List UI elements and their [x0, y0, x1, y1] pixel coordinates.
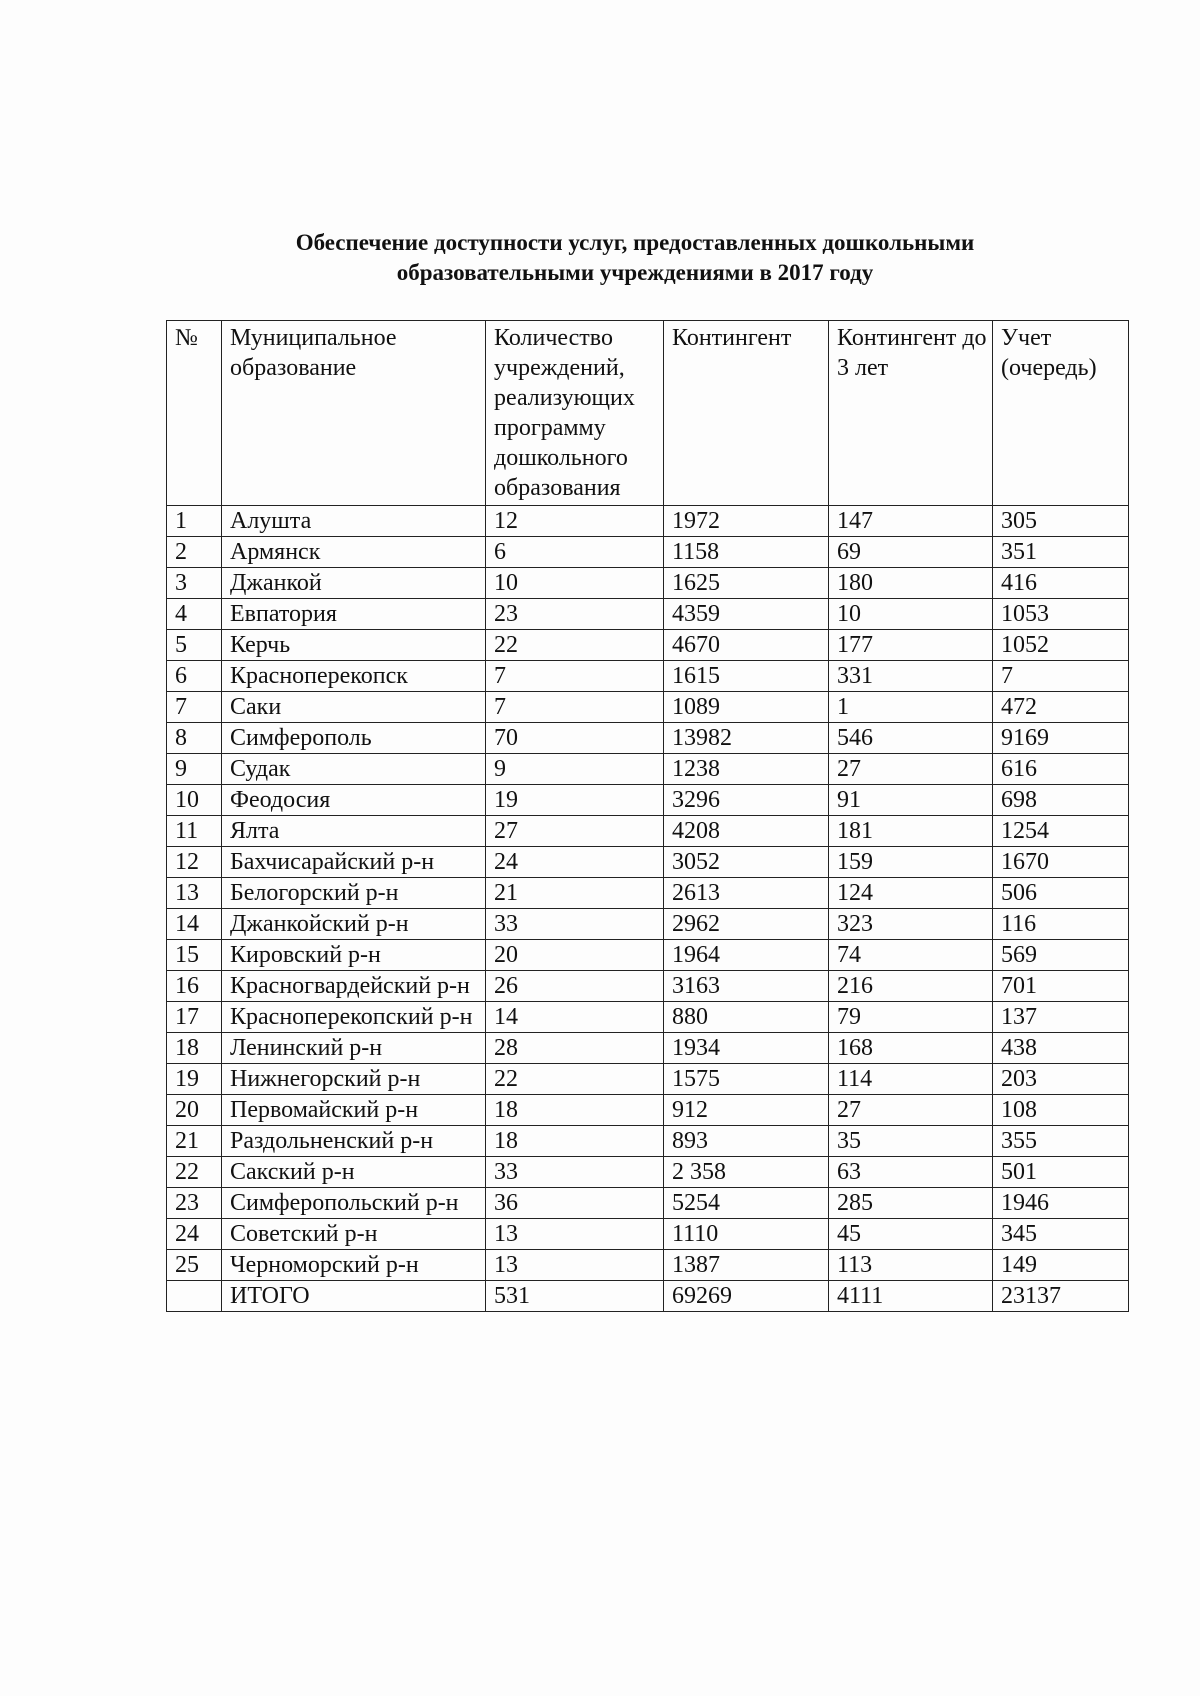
cell-institutions: 22 [486, 630, 664, 661]
cell-institutions: 36 [486, 1188, 664, 1219]
cell-number: 3 [167, 568, 222, 599]
cell-queue: 1052 [993, 630, 1129, 661]
cell-contingent: 1615 [664, 661, 829, 692]
cell-number: 10 [167, 785, 222, 816]
table-row [167, 754, 1129, 785]
cell-contingent-under-3: 159 [829, 847, 993, 878]
table-row [167, 723, 1129, 754]
cell-number: 8 [167, 723, 222, 754]
cell-number: 16 [167, 971, 222, 1002]
cell-queue: 355 [993, 1126, 1129, 1157]
total-cell-number [167, 1281, 222, 1312]
table-row [167, 537, 1129, 568]
cell-contingent: 1089 [664, 692, 829, 723]
cell-contingent-under-3: 69 [829, 537, 993, 568]
cell-institutions: 18 [486, 1126, 664, 1157]
cell-queue: 1254 [993, 816, 1129, 847]
header-contingent-under-3: Контингент до 3 лет [829, 321, 993, 506]
document-title [150, 228, 1120, 288]
cell-number: 21 [167, 1126, 222, 1157]
cell-queue: 616 [993, 754, 1129, 785]
cell-queue: 1946 [993, 1188, 1129, 1219]
cell-contingent: 2962 [664, 909, 829, 940]
cell-queue: 9169 [993, 723, 1129, 754]
cell-queue: 472 [993, 692, 1129, 723]
cell-municipality: Красноперекопск [222, 661, 486, 692]
cell-municipality: Ленинский р-н [222, 1033, 486, 1064]
cell-queue: 506 [993, 878, 1129, 909]
table-row [167, 506, 1129, 537]
cell-municipality: Нижнегорский р-н [222, 1064, 486, 1095]
cell-municipality: Симферопольский р-н [222, 1188, 486, 1219]
table-row [167, 1188, 1129, 1219]
cell-queue: 149 [993, 1250, 1129, 1281]
cell-contingent-under-3: 285 [829, 1188, 993, 1219]
cell-number: 22 [167, 1157, 222, 1188]
cell-number: 1 [167, 506, 222, 537]
header-municipality: Муниципальное образование [222, 321, 486, 506]
table-row [167, 909, 1129, 940]
cell-municipality: Бахчисарайский р-н [222, 847, 486, 878]
cell-contingent-under-3: 331 [829, 661, 993, 692]
table-row [167, 692, 1129, 723]
cell-contingent-under-3: 91 [829, 785, 993, 816]
cell-contingent-under-3: 79 [829, 1002, 993, 1033]
cell-queue: 203 [993, 1064, 1129, 1095]
cell-institutions: 12 [486, 506, 664, 537]
cell-contingent-under-3: 216 [829, 971, 993, 1002]
table-row [167, 847, 1129, 878]
cell-institutions: 26 [486, 971, 664, 1002]
table-row [167, 1126, 1129, 1157]
cell-number: 18 [167, 1033, 222, 1064]
cell-institutions: 7 [486, 661, 664, 692]
cell-contingent: 4359 [664, 599, 829, 630]
cell-municipality: Судак [222, 754, 486, 785]
cell-contingent-under-3: 323 [829, 909, 993, 940]
table-body [167, 506, 1129, 1312]
table-row [167, 1064, 1129, 1095]
cell-institutions: 7 [486, 692, 664, 723]
cell-queue: 1670 [993, 847, 1129, 878]
cell-institutions: 20 [486, 940, 664, 971]
cell-municipality: Белогорский р-н [222, 878, 486, 909]
cell-contingent: 2 358 [664, 1157, 829, 1188]
cell-queue: 305 [993, 506, 1129, 537]
cell-number: 13 [167, 878, 222, 909]
title-line-2: образовательными учреждениями в 2017 году [396, 260, 874, 285]
table-row [167, 599, 1129, 630]
total-cell-institutions: 531 [486, 1281, 664, 1312]
title-line-1: Обеспечение доступности услуг, предоставленных дошкольными [295, 230, 975, 255]
table-row [167, 1219, 1129, 1250]
cell-queue: 701 [993, 971, 1129, 1002]
total-cell-contingent: 69269 [664, 1281, 829, 1312]
cell-contingent-under-3: 74 [829, 940, 993, 971]
cell-contingent-under-3: 168 [829, 1033, 993, 1064]
total-cell-municipality: ИТОГО [222, 1281, 486, 1312]
cell-municipality: Красноперекопский р-н [222, 1002, 486, 1033]
cell-contingent: 5254 [664, 1188, 829, 1219]
cell-contingent-under-3: 27 [829, 754, 993, 785]
cell-municipality: Симферополь [222, 723, 486, 754]
cell-contingent-under-3: 27 [829, 1095, 993, 1126]
table-row [167, 878, 1129, 909]
cell-institutions: 9 [486, 754, 664, 785]
table-total-row [167, 1281, 1129, 1312]
table-row [167, 940, 1129, 971]
table-row [167, 1095, 1129, 1126]
cell-institutions: 24 [486, 847, 664, 878]
table-row [167, 816, 1129, 847]
table-row [167, 785, 1129, 816]
cell-contingent-under-3: 45 [829, 1219, 993, 1250]
cell-queue: 569 [993, 940, 1129, 971]
header-contingent: Контингент [664, 321, 829, 506]
cell-institutions: 23 [486, 599, 664, 630]
cell-institutions: 14 [486, 1002, 664, 1033]
cell-institutions: 27 [486, 816, 664, 847]
cell-municipality: Советский р-н [222, 1219, 486, 1250]
cell-municipality: Ялта [222, 816, 486, 847]
cell-number: 17 [167, 1002, 222, 1033]
table-row [167, 1033, 1129, 1064]
cell-contingent-under-3: 180 [829, 568, 993, 599]
cell-contingent-under-3: 35 [829, 1126, 993, 1157]
cell-queue: 108 [993, 1095, 1129, 1126]
cell-contingent: 1934 [664, 1033, 829, 1064]
cell-contingent: 1110 [664, 1219, 829, 1250]
cell-municipality: Армянск [222, 537, 486, 568]
cell-queue: 137 [993, 1002, 1129, 1033]
cell-institutions: 33 [486, 1157, 664, 1188]
cell-municipality: Алушта [222, 506, 486, 537]
cell-queue: 501 [993, 1157, 1129, 1188]
cell-number: 2 [167, 537, 222, 568]
cell-contingent-under-3: 63 [829, 1157, 993, 1188]
cell-contingent: 893 [664, 1126, 829, 1157]
cell-queue: 438 [993, 1033, 1129, 1064]
header-queue: Учет (очередь) [993, 321, 1129, 506]
cell-contingent-under-3: 177 [829, 630, 993, 661]
cell-contingent-under-3: 147 [829, 506, 993, 537]
cell-contingent: 3052 [664, 847, 829, 878]
table-row [167, 630, 1129, 661]
cell-contingent-under-3: 181 [829, 816, 993, 847]
cell-municipality: Первомайский р-н [222, 1095, 486, 1126]
table-row [167, 1002, 1129, 1033]
cell-contingent: 4670 [664, 630, 829, 661]
table-row [167, 971, 1129, 1002]
cell-number: 9 [167, 754, 222, 785]
cell-contingent: 4208 [664, 816, 829, 847]
cell-queue: 116 [993, 909, 1129, 940]
cell-municipality: Саки [222, 692, 486, 723]
cell-contingent: 1972 [664, 506, 829, 537]
cell-contingent: 1387 [664, 1250, 829, 1281]
cell-institutions: 18 [486, 1095, 664, 1126]
cell-number: 23 [167, 1188, 222, 1219]
cell-number: 6 [167, 661, 222, 692]
cell-institutions: 28 [486, 1033, 664, 1064]
cell-contingent: 1625 [664, 568, 829, 599]
cell-municipality: Сакский р-н [222, 1157, 486, 1188]
header-number: № [167, 321, 222, 506]
cell-municipality: Джанкой [222, 568, 486, 599]
cell-contingent-under-3: 10 [829, 599, 993, 630]
cell-contingent: 2613 [664, 878, 829, 909]
cell-municipality: Красногвардейский р-н [222, 971, 486, 1002]
cell-contingent: 13982 [664, 723, 829, 754]
cell-number: 20 [167, 1095, 222, 1126]
cell-queue: 1053 [993, 599, 1129, 630]
cell-institutions: 10 [486, 568, 664, 599]
cell-contingent: 880 [664, 1002, 829, 1033]
total-cell-queue: 23137 [993, 1281, 1129, 1312]
cell-institutions: 22 [486, 1064, 664, 1095]
cell-number: 12 [167, 847, 222, 878]
cell-institutions: 21 [486, 878, 664, 909]
cell-municipality: Кировский р-н [222, 940, 486, 971]
table-row [167, 661, 1129, 692]
cell-contingent: 1238 [664, 754, 829, 785]
cell-number: 5 [167, 630, 222, 661]
cell-contingent: 1575 [664, 1064, 829, 1095]
cell-contingent-under-3: 124 [829, 878, 993, 909]
cell-institutions: 33 [486, 909, 664, 940]
cell-municipality: Евпатория [222, 599, 486, 630]
cell-institutions: 70 [486, 723, 664, 754]
table-row [167, 568, 1129, 599]
table-row [167, 1250, 1129, 1281]
cell-contingent: 3296 [664, 785, 829, 816]
table-row [167, 1157, 1129, 1188]
cell-institutions: 13 [486, 1250, 664, 1281]
cell-queue: 351 [993, 537, 1129, 568]
cell-municipality: Керчь [222, 630, 486, 661]
cell-contingent: 3163 [664, 971, 829, 1002]
cell-number: 4 [167, 599, 222, 630]
cell-number: 25 [167, 1250, 222, 1281]
cell-queue: 7 [993, 661, 1129, 692]
cell-number: 11 [167, 816, 222, 847]
cell-municipality: Феодосия [222, 785, 486, 816]
cell-municipality: Черноморский р-н [222, 1250, 486, 1281]
cell-institutions: 19 [486, 785, 664, 816]
cell-number: 19 [167, 1064, 222, 1095]
cell-municipality: Джанкойский р-н [222, 909, 486, 940]
cell-contingent: 1964 [664, 940, 829, 971]
cell-number: 14 [167, 909, 222, 940]
cell-contingent-under-3: 113 [829, 1250, 993, 1281]
cell-contingent: 912 [664, 1095, 829, 1126]
cell-contingent-under-3: 546 [829, 723, 993, 754]
cell-queue: 698 [993, 785, 1129, 816]
cell-queue: 416 [993, 568, 1129, 599]
cell-contingent-under-3: 1 [829, 692, 993, 723]
cell-contingent-under-3: 114 [829, 1064, 993, 1095]
cell-queue: 345 [993, 1219, 1129, 1250]
cell-municipality: Раздольненский р-н [222, 1126, 486, 1157]
header-institutions-count: Количество учреждений, реализующих программу дошкольного образования [486, 321, 664, 506]
table-header-row [167, 321, 1129, 506]
cell-number: 15 [167, 940, 222, 971]
cell-number: 7 [167, 692, 222, 723]
cell-institutions: 6 [486, 537, 664, 568]
cell-number: 24 [167, 1219, 222, 1250]
data-table [166, 320, 1129, 1312]
total-cell-contingent-under-3: 4111 [829, 1281, 993, 1312]
cell-institutions: 13 [486, 1219, 664, 1250]
cell-contingent: 1158 [664, 537, 829, 568]
